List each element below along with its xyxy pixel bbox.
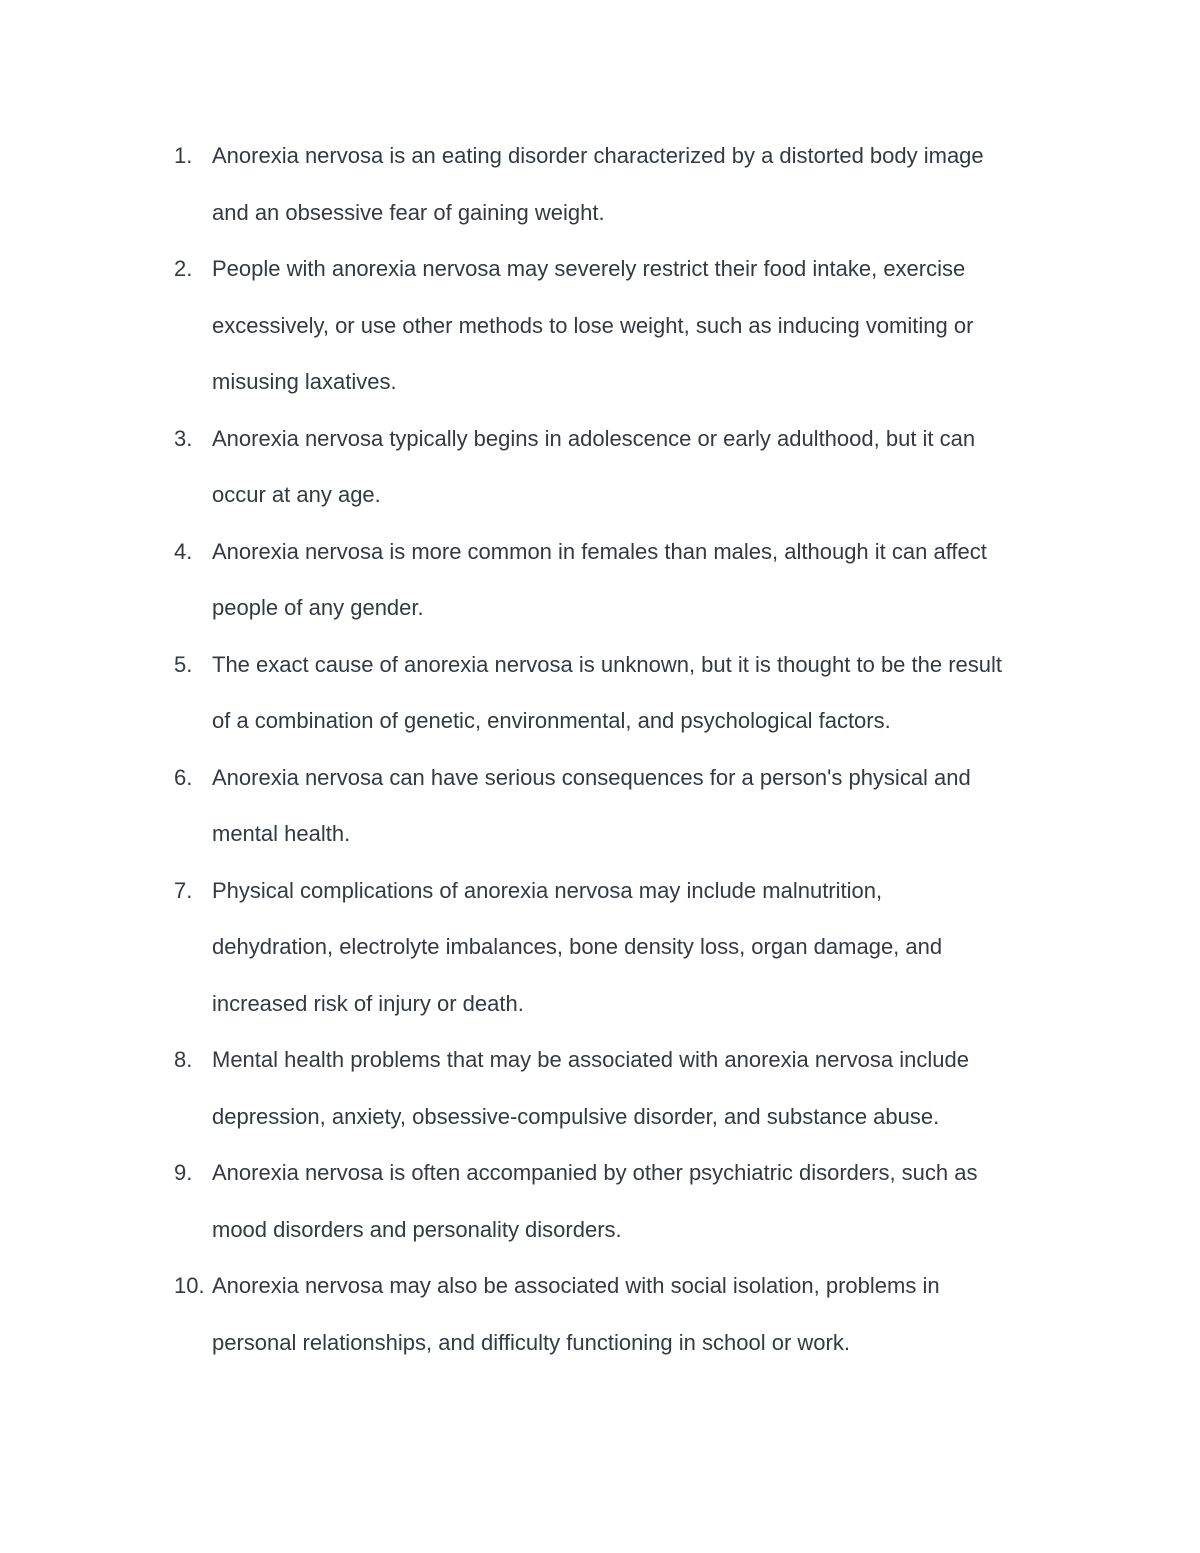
text-line: misusing laxatives. <box>212 369 397 394</box>
text-line: Mental health problems that may be associated with anorexia nervosa include <box>212 1047 969 1072</box>
list-item-number: 6. <box>174 764 193 790</box>
list-item-text <box>212 411 1074 524</box>
list-item-text <box>212 1032 1074 1145</box>
text-line: and an obsessive fear of gaining weight. <box>212 199 605 225</box>
text-line: Anorexia nervosa is often accompanied by other psychiatric disorders, such as <box>212 1160 978 1185</box>
text-line: mental health. <box>212 821 351 846</box>
text-line: The exact cause of anorexia nervosa is unknown, but it is thought to be the result <box>212 651 1003 677</box>
list-item-number: 5. <box>174 651 193 677</box>
text-line: Anorexia nervosa typically begins in adolescence or early adulthood, but it can <box>212 425 976 451</box>
text-line: Physical complications of anorexia nervosa may include malnutrition, <box>212 877 883 903</box>
text-line: Anorexia nervosa can have serious consequences for a person's physical and <box>212 764 971 790</box>
list-item <box>174 1145 1074 1258</box>
list-item-number: 10. <box>174 1273 205 1298</box>
text-line: occur at any age. <box>212 482 381 507</box>
list-item <box>174 863 1074 1033</box>
text-line: excessively, or use other methods to lose weight, such as inducing vomiting or <box>212 312 974 338</box>
list-item <box>174 750 1074 863</box>
list-item-text <box>212 750 1074 863</box>
list-item-text <box>212 524 1074 637</box>
list-item <box>174 524 1074 637</box>
list-item-text <box>212 128 1074 241</box>
list-item-number: 7. <box>174 877 193 903</box>
list-item-text <box>212 241 1074 411</box>
list-item-number: 1. <box>174 143 193 168</box>
text-line: personal relationships, and difficulty functioning in school or work. <box>212 1329 850 1355</box>
text-line: of a combination of genetic, environmental, and psychological factors. <box>212 708 891 733</box>
text-line: mood disorders and personality disorders. <box>212 1216 622 1242</box>
list-item <box>174 128 1074 241</box>
text-line: depression, anxiety, obsessive-compulsive disorder, and substance abuse. <box>212 1103 940 1129</box>
list-item-number: 9. <box>174 1160 193 1185</box>
list-item <box>174 637 1074 750</box>
list-item-text <box>212 637 1074 750</box>
list-item <box>174 1258 1074 1371</box>
list-item-number: 8. <box>174 1047 193 1072</box>
list-item-number: 4. <box>174 538 193 564</box>
text-line: dehydration, electrolyte imbalances, bone density loss, organ damage, and <box>212 934 943 959</box>
text-line: Anorexia nervosa is an eating disorder characterized by a distorted body image <box>212 143 984 168</box>
list-item-text <box>212 1258 1074 1371</box>
text-line: People with anorexia nervosa may severely restrict their food intake, exercise <box>212 256 966 281</box>
list-item-text <box>212 863 1074 1033</box>
list-item <box>174 1032 1074 1145</box>
list-item-text <box>212 1145 1074 1258</box>
text-line: increased risk of injury or death. <box>212 990 524 1016</box>
numbered-list <box>174 128 1074 1371</box>
text-line: people of any gender. <box>212 595 424 620</box>
list-item <box>174 411 1074 524</box>
list-item-number: 3. <box>174 425 193 451</box>
list-item-number: 2. <box>174 256 193 281</box>
text-line: Anorexia nervosa is more common in females than males, although it can affect <box>212 538 987 564</box>
text-line: Anorexia nervosa may also be associated with social isolation, problems in <box>212 1273 940 1298</box>
list-item <box>174 241 1074 411</box>
